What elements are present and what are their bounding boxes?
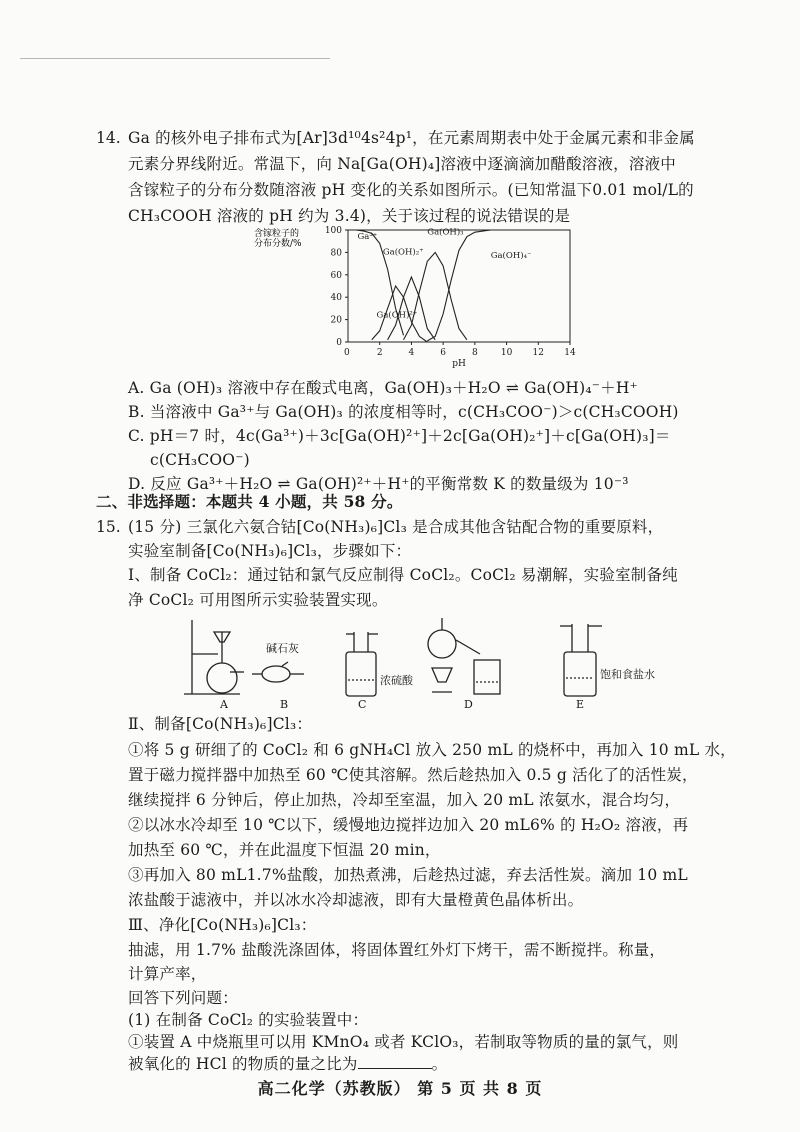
label-soda-lime: 碱石灰 xyxy=(266,642,299,655)
q15-part2-line-3: 置于磁力搅拌器中加热至 60 ℃使其溶解。然后趁热加入 0.5 g 活化了的活性炭， xyxy=(128,766,698,784)
curve-label-3: Ga(OH)₃ xyxy=(427,227,464,238)
q15-part2-line-5: ②以冰水冷却至 10 ℃以下，缓慢地边搅拌边加入 20 mL6% 的 H₂O₂ 溶液，再 xyxy=(128,816,689,834)
x-tick-label: 8 xyxy=(471,348,478,358)
q15-line-2: 实验室制备[Co(NH₃)₆]Cl₃，步骤如下： xyxy=(128,542,412,560)
x-tick-label: 12 xyxy=(532,348,545,358)
answer-blank[interactable] xyxy=(358,1054,432,1069)
q15-line-3: Ⅰ、制备 CoCl₂：通过钴和氯气反应制得 CoCl₂。CoCl₂ 易潮解，实验室制备纯 xyxy=(128,566,678,584)
label-conc-h2so4: 浓硫酸 xyxy=(380,674,413,687)
q14-line-4: CH₃COOH 溶液的 pH 约为 3.4)，关于该过程的说法错误的是 xyxy=(128,207,571,225)
q15-part2-line-8: 浓盐酸于滤液中，并以冰水冷却滤液，即有大量橙黄色晶体析出。 xyxy=(128,891,584,909)
y-tick-label: 40 xyxy=(330,293,342,304)
apparatus-e xyxy=(560,624,602,696)
x-axis-label: pH xyxy=(452,359,466,369)
y-tick-label: 80 xyxy=(330,248,342,259)
apparatus-figure xyxy=(180,612,700,712)
label-a: A xyxy=(220,698,228,711)
q15-line-1: (15 分) 三氯化六氨合钴[Co(NH₃)₆]Cl₃ 是合成其他含钴配合物的重要原料， xyxy=(128,518,664,536)
q15-number: 15. xyxy=(96,518,121,536)
q15-part2-line-7: ③再加入 80 mL1.7%盐酸，加热煮沸，后趁热过滤，弃去活性炭。滴加 10 mL xyxy=(128,866,688,884)
apparatus-c xyxy=(346,632,378,696)
q15-part3-line-1: 抽滤，用 1.7% 盐酸洗涤固体，将固体置红外灯下烤干，需不断搅拌。称量， xyxy=(128,941,666,959)
q14-option-b: B. 当溶液中 Ga³⁺与 Ga(OH)₃ 的浓度相等时，c(CH₃COO⁻)＞c(CH₃COOH) xyxy=(128,403,679,421)
label-b: B xyxy=(280,698,289,711)
q15-blank-line xyxy=(128,1054,740,1074)
label-d: D xyxy=(464,698,473,711)
x-origin-label: 0 xyxy=(344,348,350,358)
page-footer: 高二化学（苏教版） 第 5 页 共 8 页 xyxy=(257,1079,543,1098)
x-tick-label: 4 xyxy=(408,348,415,358)
q15-part3-heading: Ⅲ、净化[Co(NH₃)₆]Cl₃： xyxy=(128,916,317,934)
curve-label-0: Ga³⁺ xyxy=(357,231,378,242)
apparatus-a xyxy=(184,620,244,694)
label-e: E xyxy=(576,698,585,711)
q15-part2-line-2: ①将 5 g 研细了的 CoCl₂ 和 6 gNH₄Cl 放入 250 mL 的烧杯中，再加入 10 mL 水， xyxy=(128,741,736,759)
distribution-chart xyxy=(250,224,590,370)
q14-option-c-cont: c(CH₃COO⁻) xyxy=(150,451,250,469)
series-line-4 xyxy=(427,230,570,341)
q15-blank-line-end: 。 xyxy=(431,1055,448,1073)
chart-ylabel-2: 分布分数/% xyxy=(254,239,302,249)
q15-part2-line-6: 加热至 60 ℃，并在此温度下恒温 20 min， xyxy=(128,841,441,859)
q14-option-a: A. Ga (OH)₃ 溶液中存在酸式电离，Ga(OH)₃＋H₂O ⇌ Ga(OH)₄⁻＋H⁺ xyxy=(128,379,638,397)
curve-label-1: Ga(OH)²⁺ xyxy=(376,310,418,321)
series-line-2 xyxy=(388,277,436,340)
label-sat-nacl: 饱和食盐水 xyxy=(600,668,655,681)
q15-line-4: 净 CoCl₂ 可用图所示实验装置实现。 xyxy=(128,591,388,609)
q14-option-c: C. pH＝7 时，4c(Ga³⁺)＋3c[Ga(OH)²⁺]＋2c[Ga(OH)₂⁺]＋c[Ga(OH)₃]＝ xyxy=(128,427,671,445)
y-tick-label: 60 xyxy=(330,270,342,281)
x-tick-label: 14 xyxy=(564,348,576,358)
apparatus-d xyxy=(428,618,500,694)
q15-blank-line-text: 被氧化的 HCl 的物质的量之比为 xyxy=(128,1055,358,1073)
chart-ylabel-1: 含镓粒子的 xyxy=(254,229,300,239)
header-rule xyxy=(20,58,330,59)
q14-line-2: 元素分界线附近。常温下，向 Na[Ga(OH)₄]溶液中逐滴滴加醋酸溶液，溶液中 xyxy=(128,155,676,173)
curve-label-4: Ga(OH)₄⁻ xyxy=(490,251,532,261)
label-c: C xyxy=(358,698,367,711)
y-tick-label: 20 xyxy=(330,315,342,326)
q15-part3-line-2: 计算产率， xyxy=(128,965,207,983)
q15-part2-line-4: 继续搅拌 6 分钟后，停止加热，冷却至室温，加入 20 mL 浓氨水，混合均匀， xyxy=(128,791,681,809)
x-tick-label: 6 xyxy=(440,348,447,358)
q15-sub1-item1: ①装置 A 中烧瓶里可以用 KMnO₄ 或者 KClO₃，若制取等物质的量的氯气，则 xyxy=(128,1033,679,1051)
curve-label-2: Ga(OH)₂⁺ xyxy=(382,247,424,258)
x-tick-label: 2 xyxy=(376,348,383,358)
q15-sub1: (1) 在制备 CoCl₂ 的实验装置中： xyxy=(128,1011,369,1029)
q14-line-3: 含镓粒子的分布分数随溶液 pH 变化的关系如图所示。(已知常温下0.01 mol/L的 xyxy=(128,181,694,199)
apparatus-b xyxy=(252,662,304,682)
q15-part2-line-1: Ⅱ、制备[Co(NH₃)₆]Cl₃： xyxy=(128,715,313,733)
y-tick-label: 0 xyxy=(336,338,342,348)
q14-line-1: Ga 的核外电子排布式为[Ar]3d¹⁰4s²4p¹，在元素周期表中处于金属元素和非金属 xyxy=(128,129,695,147)
q14-option-d: D. 反应 Ga³⁺＋H₂O ⇌ Ga(OH)²⁺＋H⁺的平衡常数 K 的数量级为 10⁻³ xyxy=(128,475,629,493)
x-tick-label: 10 xyxy=(500,348,513,358)
y-tick-label: 100 xyxy=(324,226,342,236)
series-line-3 xyxy=(404,252,467,339)
q14-number: 14. xyxy=(96,129,121,147)
q15-questions-heading: 回答下列问题： xyxy=(128,989,238,1007)
section2-heading: 二、非选择题：本题共 4 小题，共 58 分。 xyxy=(96,492,403,511)
